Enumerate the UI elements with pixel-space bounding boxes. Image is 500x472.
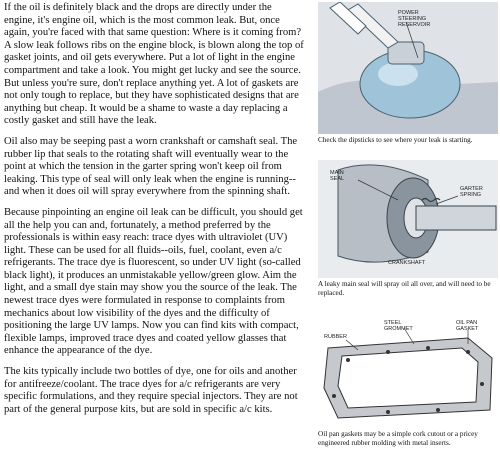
label-grommet: GROMMET: [384, 326, 413, 332]
label-spring: SPRING: [460, 192, 482, 198]
gasket-illustration: [318, 318, 498, 428]
label-seal: SEAL: [330, 176, 345, 182]
paragraph-2: Oil also may be seeping past a worn crankshaft or camshaft seal. The rubber lip that seals to the rotating shaft will eventually wear to the point at which the tension in the garter spring won't keep oil from leaking. This type of seal will only leak when the engine is running--and when it does oil will spray everywhere from the spinning shaft.: [4, 135, 298, 198]
figure-main-seal: [318, 160, 498, 297]
figure-gasket: [318, 318, 498, 447]
figure-caption: Oil pan gaskets may be a simple cork cutout or a pricey engineered rubber molding with metal inserts.: [318, 430, 478, 447]
main-seal-illustration: [318, 160, 498, 278]
label-garter: GARTER: [460, 186, 483, 192]
label-gasket: GASKET: [456, 326, 479, 332]
reservoir-illustration: [318, 2, 498, 134]
label-steel: STEEL: [384, 320, 402, 326]
paragraph-3: Because pinpointing an engine oil leak can be difficult, you should get all the help you can and, fortunately, a method preferred by the professionals is within easy reach: trace dyes with ultraviolet (UV) light. These can be used for all fluids--oils, fuel, coolant, even a/c refrigerants. The trace dye is fluorescent, so under UV light (so-called black light), it produces an unmistakable yellow/green glow. Aim the light, and a small dye stain may show you the source of the leak. The newest trace dyes were formulated in response to complaints from mechanics about low visibility of the dyes and the difficulty of positioning the large UV lamps. Now you can find kits with compact, flexible lamps, improved trace dyes and coated yellow glasses that enhance the appearance of the dye.: [4, 206, 303, 357]
label-oil-pan: OIL PAN: [456, 320, 478, 326]
paragraph-4: The kits typically include two bottles of dye, one for oils and another for antifreeze/coolant. The trace dyes for a/c refrigerants are very specific formulations, and they require special injectors. They are not part of the general purpose kits, but are sold in specific a/c kits.: [4, 366, 298, 415]
figure-caption: Check the dipsticks to see where your leak is starting.: [318, 136, 473, 144]
label-steering: STEERING: [398, 16, 427, 22]
label-crankshaft: CRANKSHAFT: [388, 260, 426, 266]
label-power: POWER: [398, 10, 419, 16]
label-reservoir: RESERVOIR: [398, 22, 431, 28]
figure-reservoir: [318, 2, 498, 145]
paragraph-1: If the oil is definitely black and the drops are directly under the engine, it's engine oil, which is the most common leak. But, once again, you're faced with that same question: Where is it coming from? A slow leak follows ribs on the engine block, is blown along the top of gasket joints, and oil gets everywhere. Put a lot of light in the engine compartment and take a look. You might get lucky and see the source. But unless you're sure, don't replace anything yet. A lot of gaskets are not only tough to replace, but they have sophisticated designs that are anything but cheap. It would be a shame to waste a day replacing a costly gasket and still have the leak.: [4, 2, 304, 127]
label-main: MAIN: [330, 170, 344, 176]
figure-caption: A leaky main seal will spray oil all over, and will need to be replaced.: [318, 280, 491, 297]
article-text: [4, 2, 304, 424]
label-rubber: RUBBER: [324, 334, 347, 340]
